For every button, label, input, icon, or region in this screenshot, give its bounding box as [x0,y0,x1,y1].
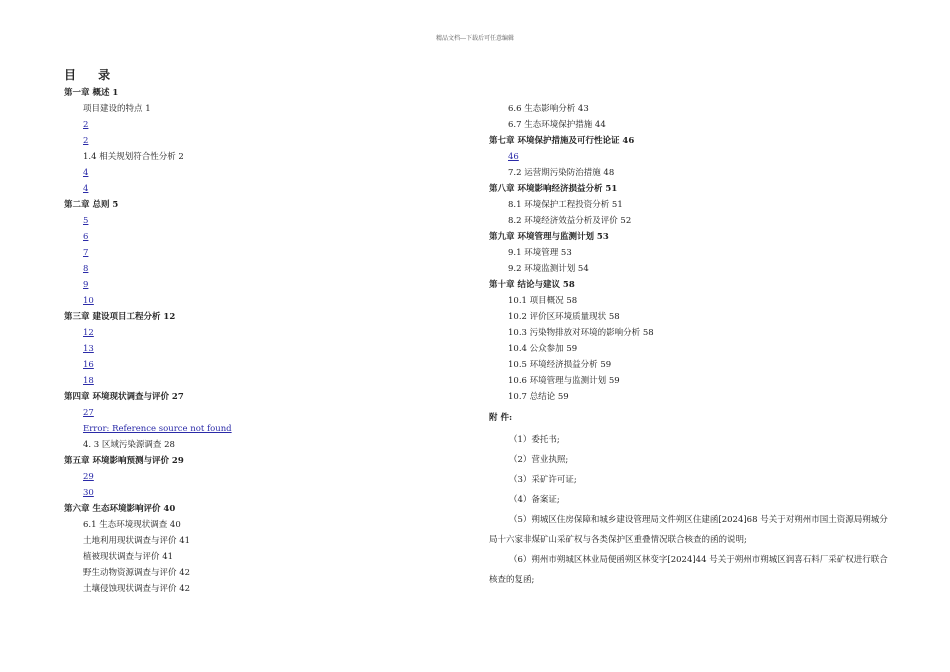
toc-entry: 1.4 相关规划符合性分析 2 [83,152,184,162]
toc-entry: 8.1 环境保护工程投资分析 51 [508,200,623,210]
attachment-item: （6）朔州市朔城区林业局便函朔区林变字[2024]44 号关于朔州市朔城区润喜石料厂采矿权进行联合核查的复函; [489,555,888,585]
toc-entry: 10.1 项目概况 58 [508,296,578,306]
toc-entry: 6.1 生态环境现状调查 40 [83,520,181,530]
toc-chapter: 第八章 环境影响经济损益分析 51 [489,184,618,194]
toc-entry: 10.5 环境经济损益分析 59 [508,360,612,370]
toc-link[interactable]: 7 [83,248,89,258]
toc-link[interactable]: 4 [83,168,89,178]
toc-chapter: 第五章 环境影响预测与评价 29 [64,456,184,466]
attachments-section [489,410,889,590]
toc-right-column [489,101,654,405]
toc-link[interactable]: 5 [83,216,89,226]
toc-link[interactable]: 4 [83,184,89,194]
toc-entry: 项目建设的特点 1 [83,104,151,114]
attachment-item: （2）营业执照; [509,455,569,465]
toc-link[interactable]: 10 [83,296,94,306]
toc-chapter: 第二章 总则 5 [64,200,119,210]
toc-entry: 8.2 环境经济效益分析及评价 52 [508,216,632,226]
toc-chapter: 第四章 环境现状调查与评价 27 [64,392,184,402]
toc-link[interactable]: 8 [83,264,89,274]
toc-link[interactable]: 2 [83,136,89,146]
toc-entry: 10.6 环境管理与监测计划 59 [508,376,620,386]
toc-link[interactable]: Error: Reference source not found [83,424,232,434]
toc-chapter: 第十章 结论与建议 58 [489,280,575,290]
attachments-heading: 附 件: [489,413,513,423]
toc-entry: 9.1 环境管理 53 [508,248,572,258]
toc-entry: 植被现状调查与评价 41 [83,552,174,562]
toc-entry: 野生动物资源调查与评价 42 [83,568,191,578]
toc-entry: 6.6 生态影响分析 43 [508,104,589,114]
toc-link[interactable]: 9 [83,280,89,290]
toc-link[interactable]: 6 [83,232,89,242]
toc-entry: 10.3 污染物排放对环境的影响分析 58 [508,328,654,338]
attachment-item: （4）备案证; [509,495,560,505]
page-header: 精品文档---下载后可任意编辑 [435,35,515,42]
toc-entry: 7.2 运营期污染防治措施 48 [508,168,615,178]
toc-link[interactable]: 27 [83,408,94,418]
toc-link[interactable]: 13 [83,344,94,354]
toc-title: 目 录 [64,68,120,82]
attachment-item: （3）采矿许可证; [509,475,577,485]
toc-link[interactable]: 29 [83,472,94,482]
toc-chapter: 第七章 环境保护措施及可行性论证 46 [489,136,635,146]
toc-link[interactable]: 46 [508,152,519,162]
toc-left-column [64,85,232,597]
toc-entry: 10.7 总结论 59 [508,392,569,402]
toc-entry: 土壤侵蚀现状调查与评价 42 [83,584,191,594]
toc-entry: 土地利用现状调查与评价 41 [83,536,191,546]
toc-entry: 6.7 生态环境保护措施 44 [508,120,606,130]
attachment-item: （5）朔城区住房保障和城乡建设管理局文件朔区住建函[2024]68 号关于对朔州市国土资源局朔城分局十六家非煤矿山采矿权与各类保护区重叠情况联合核查的函的说明; [489,515,888,545]
toc-chapter: 第六章 生态环境影响评价 40 [64,504,176,514]
toc-link[interactable]: 30 [83,488,94,498]
toc-chapter: 第九章 环境管理与监测计划 53 [489,232,609,242]
toc-entry: 9.2 环境监测计划 54 [508,264,589,274]
toc-chapter: 第三章 建设项目工程分析 12 [64,312,176,322]
toc-link[interactable]: 18 [83,376,94,386]
toc-entry: 10.2 评价区环境质量现状 58 [508,312,620,322]
toc-entry: 4. 3 区域污染源调查 28 [83,440,175,450]
toc-entry: 10.4 公众参加 59 [508,344,578,354]
attachment-item: （1）委托书; [509,435,560,445]
toc-link[interactable]: 12 [83,328,94,338]
toc-chapter: 第一章 概述 1 [64,88,119,98]
toc-link[interactable]: 2 [83,120,89,130]
toc-link[interactable]: 16 [83,360,94,370]
